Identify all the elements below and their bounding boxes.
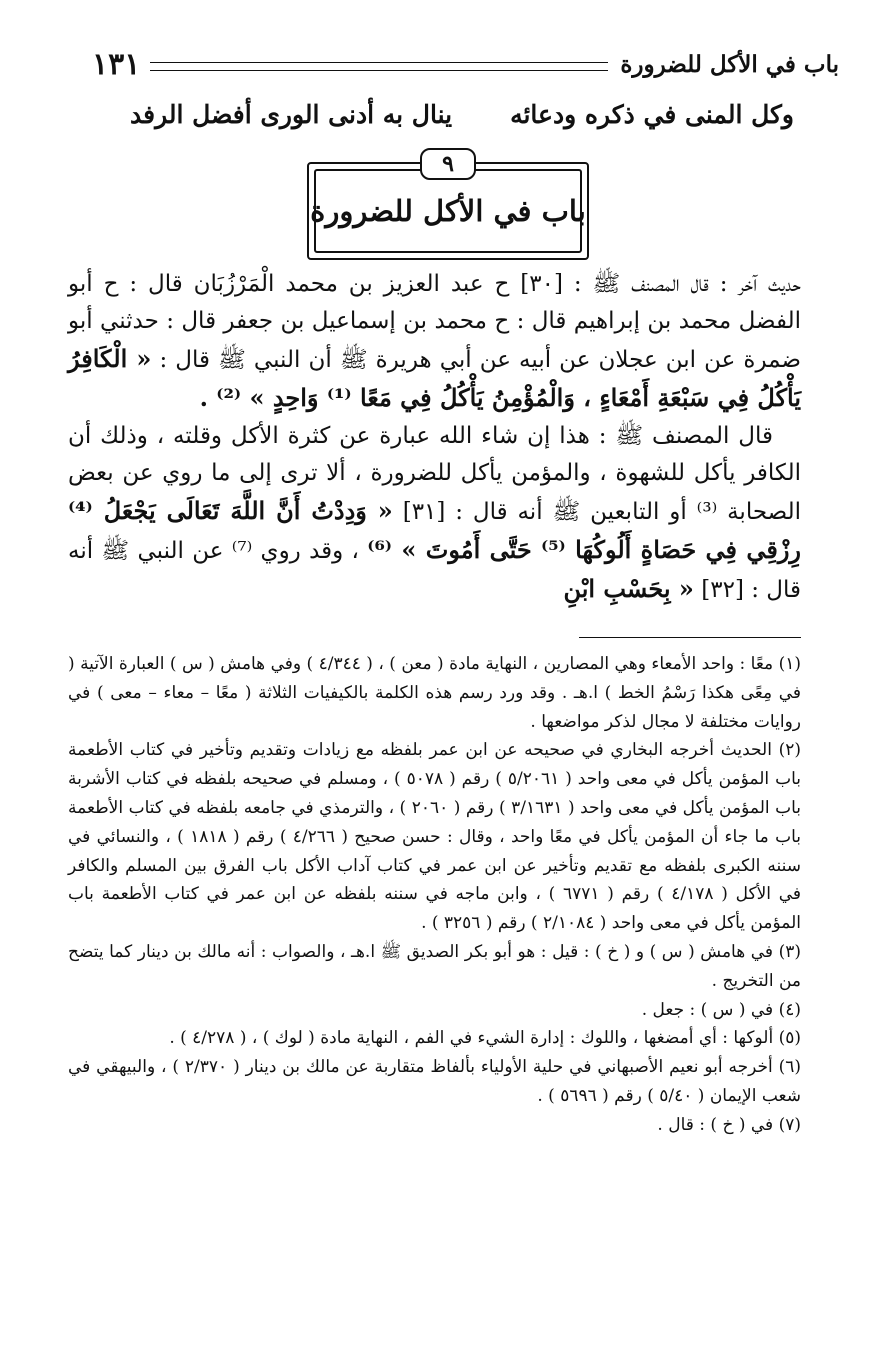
chapter-frame-inner (310, 169, 586, 253)
chapter-title: باب في الأكل للضرورة (310, 194, 586, 228)
chapter-heading (307, 148, 589, 260)
commentary-continuation: ، وقد روي ⁽⁷⁾ عن النبي ﷺ أنه قال : [٣٢] (68, 538, 801, 603)
footnotes (68, 650, 801, 1140)
poetry-verse (130, 100, 794, 140)
quote-32: « بِحَسْبِ ابْنِ (563, 574, 694, 603)
hadith-text: « الْكَافِرُ يَأْكُلُ فِي سَبْعَةِ أَمْعَاءٍ ، وَالْمُؤْمِنُ يَأْكُلُ فِي مَعًا ⁽¹⁾ وَاحِدٍ » ⁽²⁾ . (68, 344, 801, 412)
quote-31: « وَدِدْتُ أَنَّ اللَّهَ تَعَالَى يَجْعَلُ ⁽⁴⁾ رِزْقِي فِي حَصَاةٍ أَلُوكُهَا ⁽⁵⁾ حَتَّى أَمُوتَ » ⁽⁶⁾ (68, 496, 801, 564)
footnote-7: (٧) في ( خ ) : قال . (657, 1114, 801, 1135)
verse-left-hemistich: ينال به أدنى الورى أفضل الرفد (130, 100, 453, 129)
footnote-4: (٤) في ( س ) : جعل . (641, 999, 801, 1020)
paragraph-hadith-30 (68, 266, 801, 418)
running-header-title: باب في الأكل للضرورة (620, 50, 839, 78)
footnote-3: (٣) في هامش ( س ) و ( خ ) : قيل : هو أبو بكر الصديق ﷺ ا.هـ ، والصواب : أنه مالك بن دينار كما يتضح من التخريج . (68, 941, 801, 991)
page-number: ١٣١ (92, 46, 141, 82)
footnote-6: (٦) أخرجه أبو نعيم الأصبهاني في حلية الأولياء بألفاظ متقاربة عن مالك بن دينار ( ٢/٣٧٠ ) ، والبيهقي في شعب الإيمان ( ٥/٤٠ ) رقم ( ٥٦٩٦ ) . (68, 1057, 802, 1106)
commentary-text: قال المصنف ﷺ : هذا إن شاء الله عبارة عن كثرة الأكل وقلته ، وذلك أن الكافر يأكل للشهوة ، والمؤمن يأكل للضرورة ، ألا ترى إلى ما روي عن بعض الصحابة ⁽³⁾ أو التابعين ﷺ أنه قال : [٣١] (68, 423, 802, 525)
running-header (92, 44, 839, 84)
paragraph-commentary (68, 418, 801, 609)
chapter-number: ٩ (420, 148, 476, 180)
footnote-2: (٢) الحديث أخرجه البخاري في صحيحه عن ابن عمر بلفظه مع زيادات وتقديم وتأخير في كتاب الأطعمة باب المؤمن يأكل في معى واحد ( ٥/٢٠٦١ ) رقم ( ٥٠٧٨ ) ، ومسلم في صحيحه بلفظه في كتاب الأشربة باب المؤمن يأكل في معى واحد ( ٣/١٦٣١ ) رقم ( ٢٠٦٠ ) ، والترمذي في جامعه بلفظه في كتاب الأطعمة باب ما جاء أن المؤمن يأكل في معًا واحد ، وقال : حسن صحيح ( ٤/٢٦٦ ) رقم ( ١٨١٨ ) ، والنسائي في سننه الكبرى بلفظه مع تقديم وتأخير عن ابن عمر في كتاب آداب الأكل باب الفرق بين المسلم والكافر في الأكل ( ٤/١٧٨ ) رقم ( ٦٧٧١ ) ، وابن ماجه في سننه بلفظه عن ابن عمر في كتاب الأطعمة باب المؤمن يأكل في معى واحد ( ٢/١٠٨٤ ) رقم ( ٣٢٥٦ ) . (68, 740, 802, 934)
main-text (68, 266, 801, 609)
footnote-separator (579, 637, 801, 638)
footnote-5: (٥) ألوكها : أي أمضغها ، واللوك : إدارة الشيء في الفم ، النهاية مادة ( لوك ) ، ( ٤/٢٧٨ ) . (169, 1028, 801, 1049)
header-double-rule (150, 62, 608, 71)
verse-right-hemistich: وكل المنى في ذكره ودعائه (510, 100, 794, 129)
isnad-text: حديث آخر : قال المصنف ﷺ : [٣٠] ح عبد العزيز بن محمد الْمَرْزُبَان قال : ح أبو الفضل محمد بن إبراهيم قال : ح محمد بن إسماعيل بن جعفر قال : حدثني أبو ضمرة عن ابن عجلان عن أبيه عن أبي هريرة ﷺ أن النبي ﷺ قال : (68, 271, 801, 373)
footnote-1: (١) معًا : واحد الأمعاء وهي المصارين ، النهاية مادة ( معن ) ، ( ٤/٣٤٤ ) وفي هامش ( س ) العبارة الآتية ( في مِعًى هكذا رَسْمُ الخط ) ا.هـ . وقد ورد رسم هذه الكلمة بالكيفيات الثلاثة ( معًا – معاء – معى ) في روايات مختلفة لا مجال لذكر مواضعها . (68, 654, 801, 732)
